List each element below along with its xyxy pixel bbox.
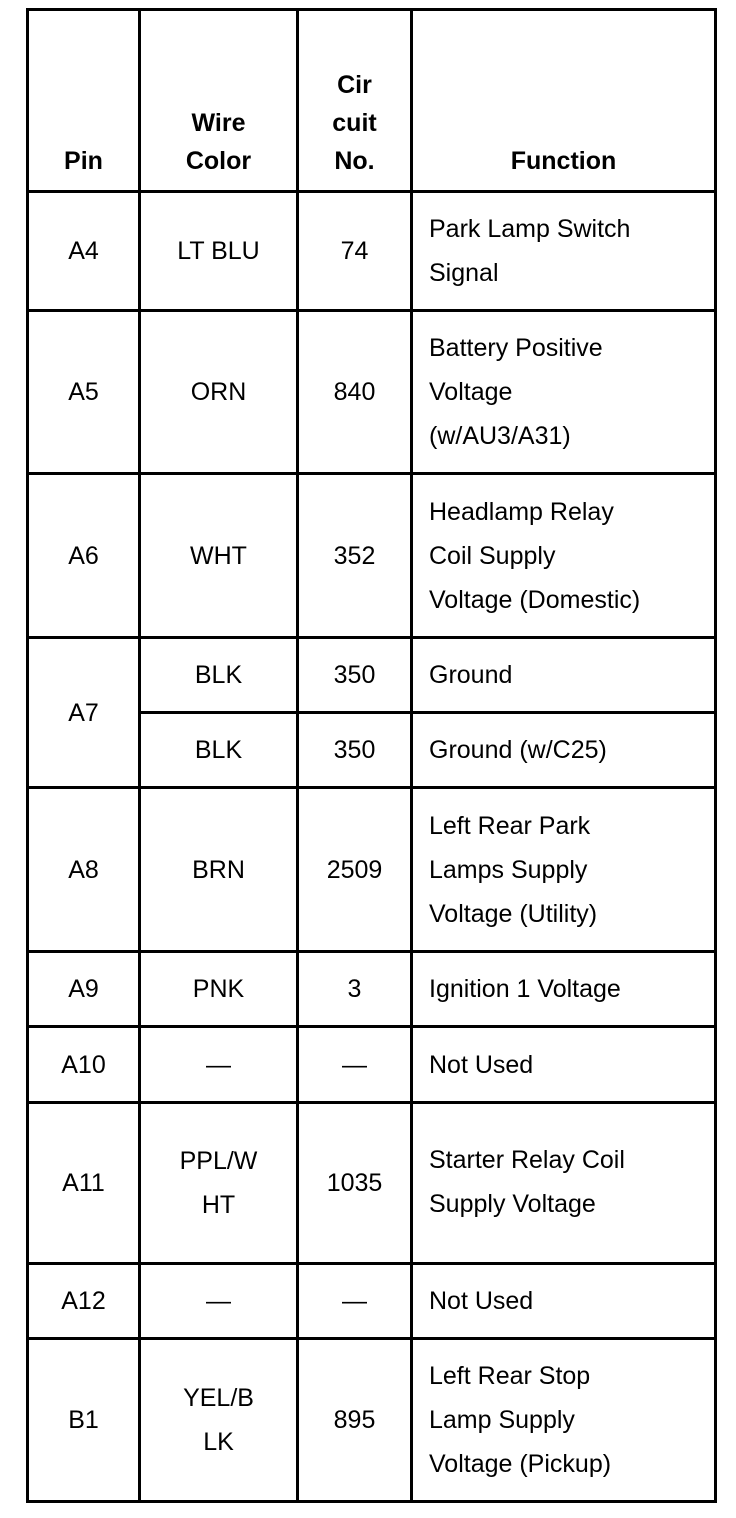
wire-color-cell: BRN [140,788,298,952]
pin-cell: A11 [28,1103,140,1264]
function-cell: Left Rear Park Lamps Supply Voltage (Utility) [412,788,716,952]
pin-cell: A8 [28,788,140,952]
table-row [28,638,716,713]
pin-cell: A6 [28,474,140,638]
pin-cell: A12 [28,1264,140,1339]
function-cell: Not Used [412,1264,716,1339]
table-row [28,1339,716,1502]
circuit-cell: 352 [298,474,412,638]
wire-color-cell: PNK [140,952,298,1027]
circuit-cell: 1035 [298,1103,412,1264]
function-cell: Battery Positive Voltage (w/AU3/A31) [412,311,716,474]
circuit-cell: 3 [298,952,412,1027]
header-wire-color: Wire Color [140,10,298,192]
circuit-cell: 895 [298,1339,412,1502]
function-cell: Ground (w/C25) [412,713,716,788]
wire-color-cell: PPL/W HT [140,1103,298,1264]
pin-cell: B1 [28,1339,140,1502]
circuit-cell: 2509 [298,788,412,952]
table-row [28,1103,716,1264]
wire-color-cell: BLK [140,713,298,788]
header-circuit-no: Cir cuit No. [298,10,412,192]
pin-cell: A7 [28,638,140,788]
table-header-row [28,10,716,192]
wire-color-cell: — [140,1027,298,1103]
wire-color-cell: YEL/B LK [140,1339,298,1502]
circuit-cell: — [298,1027,412,1103]
header-function: Function [412,10,716,192]
circuit-cell: 74 [298,192,412,311]
circuit-cell: — [298,1264,412,1339]
table-row [28,788,716,952]
circuit-cell: 840 [298,311,412,474]
wire-color-cell: WHT [140,474,298,638]
wire-color-cell: ORN [140,311,298,474]
pin-cell: A10 [28,1027,140,1103]
pin-cell: A9 [28,952,140,1027]
function-cell: Ignition 1 Voltage [412,952,716,1027]
table-row [28,311,716,474]
table-row [28,474,716,638]
table-row [28,1027,716,1103]
circuit-cell: 350 [298,638,412,713]
function-cell: Starter Relay Coil Supply Voltage [412,1103,716,1264]
wire-color-cell: BLK [140,638,298,713]
function-cell: Headlamp Relay Coil Supply Voltage (Domestic) [412,474,716,638]
function-cell: Left Rear Stop Lamp Supply Voltage (Pickup) [412,1339,716,1502]
table-row [28,192,716,311]
header-pin: Pin [28,10,140,192]
table-row [28,1264,716,1339]
wire-color-cell: LT BLU [140,192,298,311]
function-cell: Ground [412,638,716,713]
connector-pinout-table [26,8,717,1503]
wire-color-cell: — [140,1264,298,1339]
circuit-cell: 350 [298,713,412,788]
table-row [28,952,716,1027]
pin-cell: A4 [28,192,140,311]
pin-cell: A5 [28,311,140,474]
function-cell: Not Used [412,1027,716,1103]
function-cell: Park Lamp Switch Signal [412,192,716,311]
